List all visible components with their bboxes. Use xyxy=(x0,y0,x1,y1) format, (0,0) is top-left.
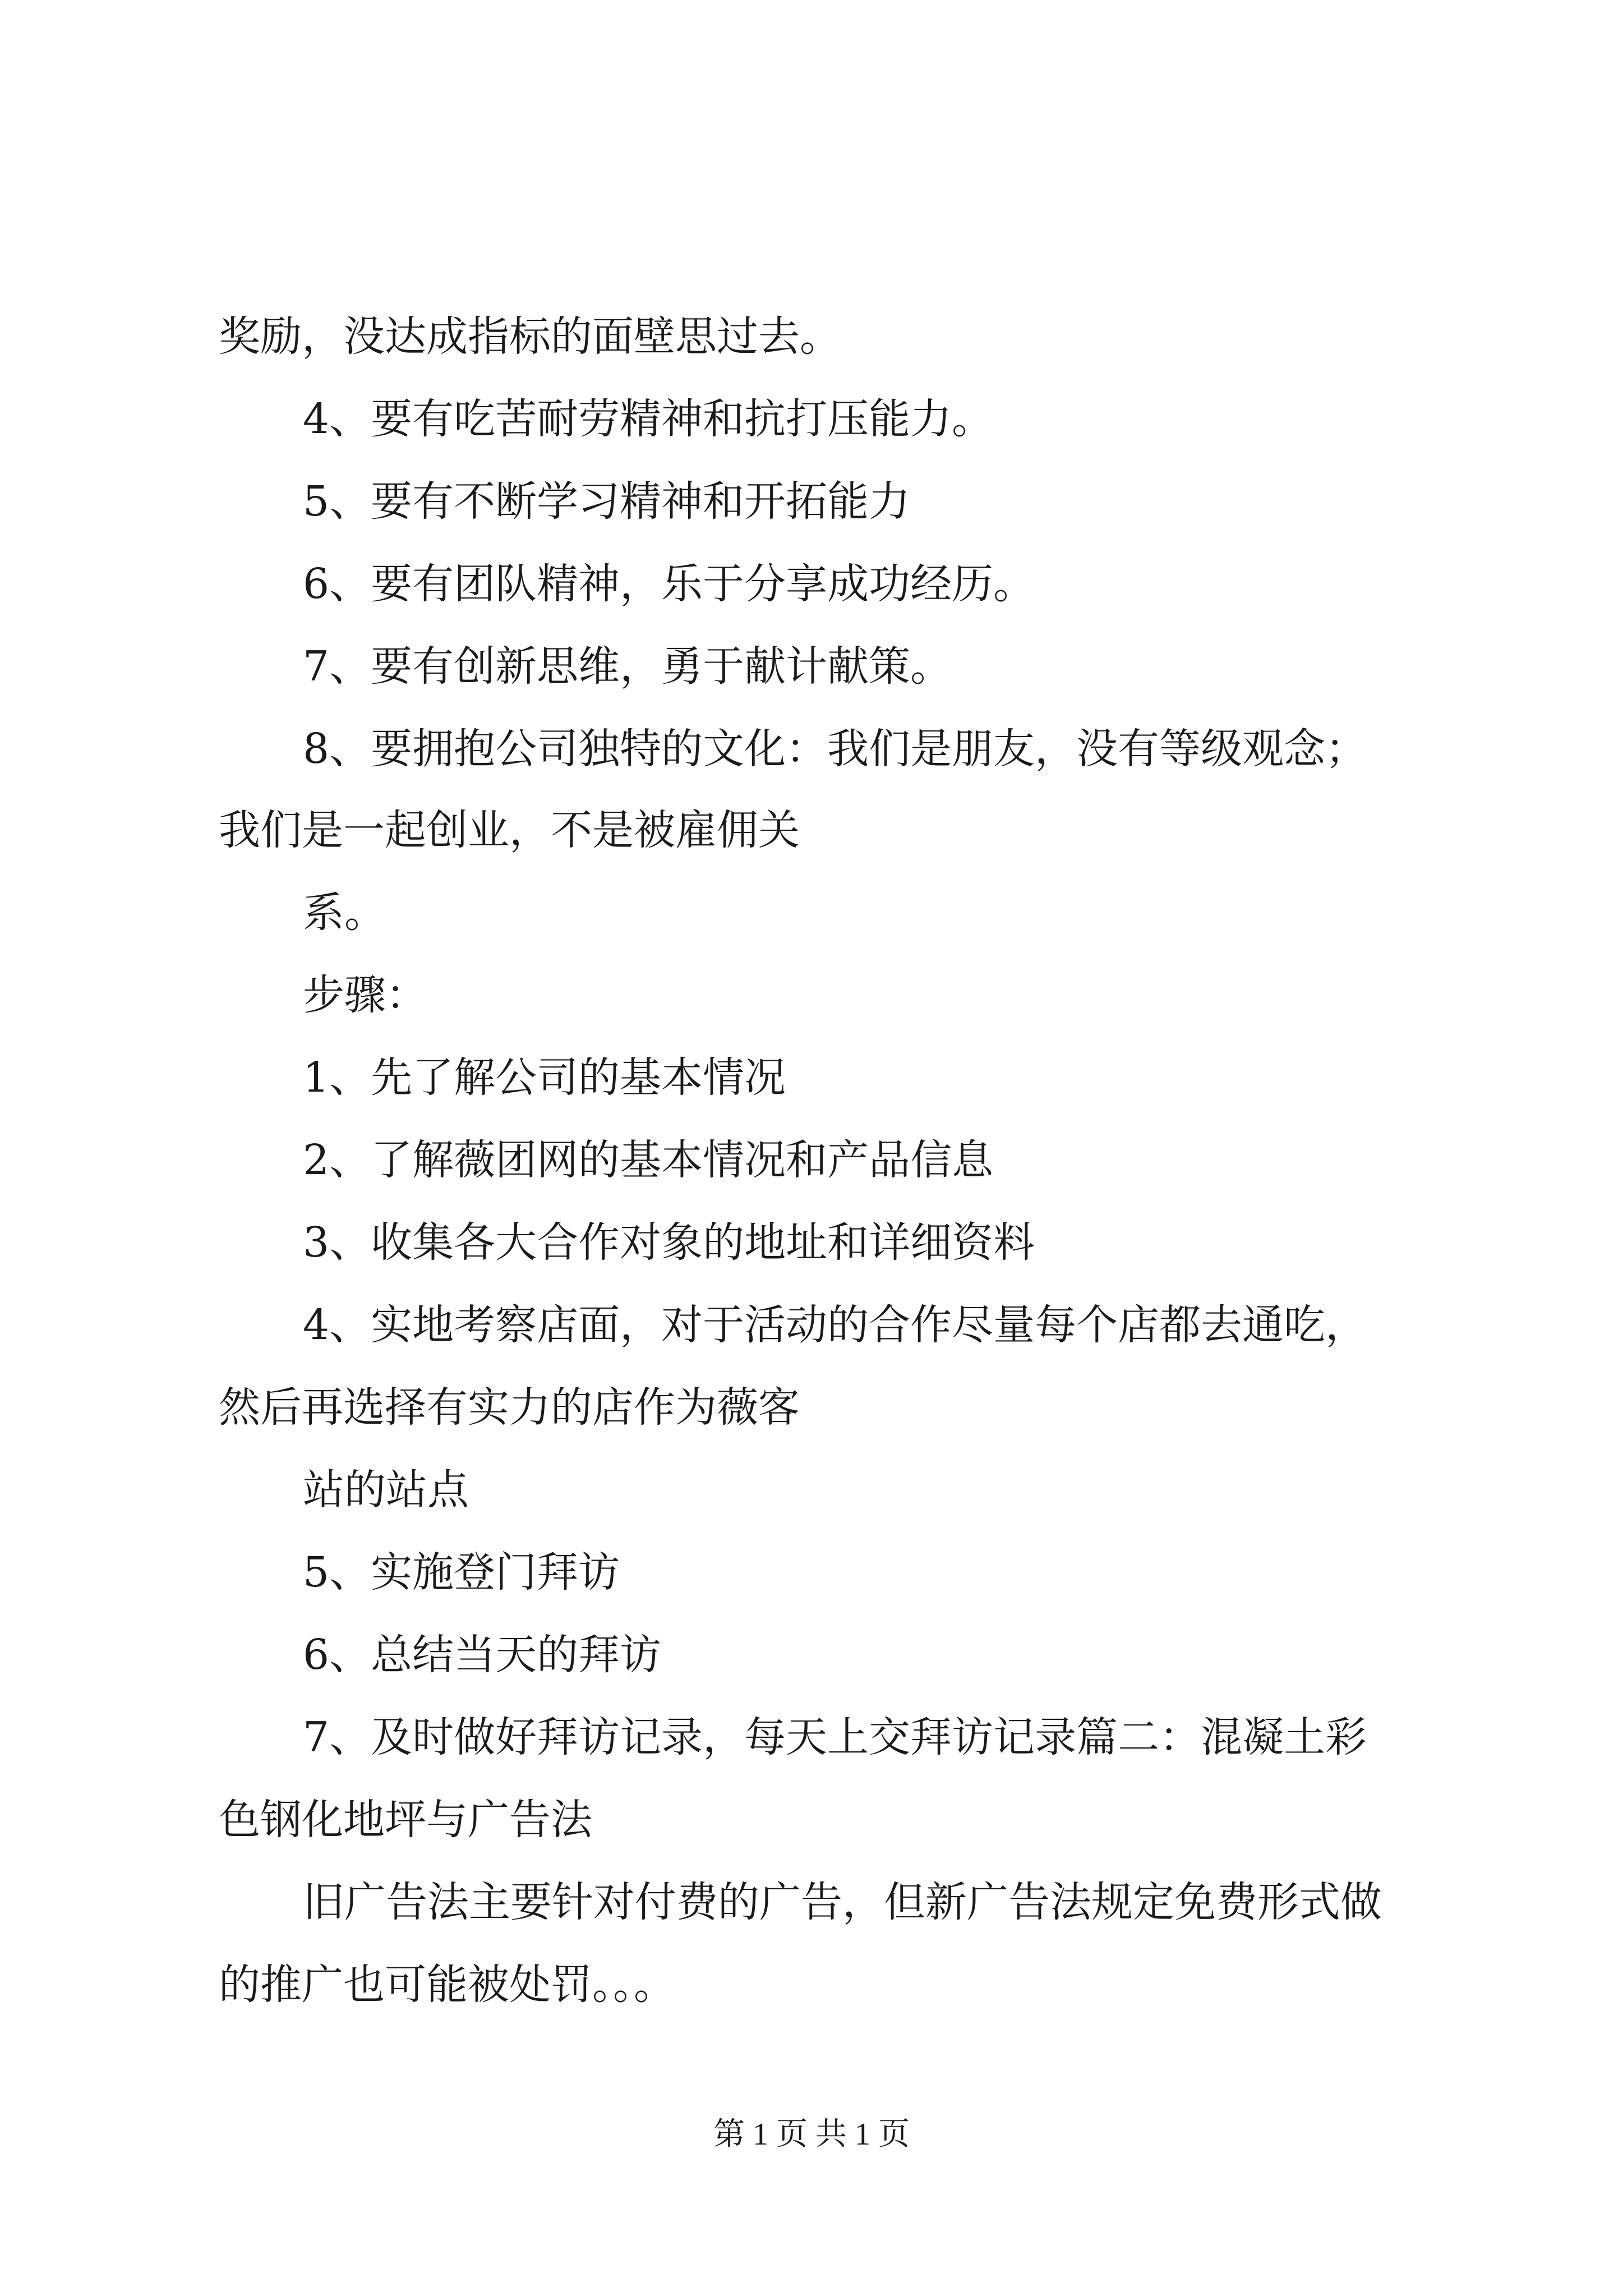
text-line: 7、及时做好拜访记录，每天上交拜访记录篇二：混凝土彩 xyxy=(303,1713,1367,1761)
text-line: 1、先了解公司的基本情况 xyxy=(303,1053,786,1102)
text-line: 步骤： xyxy=(303,971,427,1019)
text-line: 6、要有团队精神，乐于分享成功经历。 xyxy=(303,560,1035,608)
text-line: 6、总结当天的拜访 xyxy=(303,1631,662,1679)
text-line: 系。 xyxy=(303,889,386,937)
text-line: 的推广也可能被处罚。。。 xyxy=(219,1961,675,2009)
text-line: 7、要有创新思维，勇于献计献策。 xyxy=(303,642,952,691)
text-line: 4、要有吃苦耐劳精神和抗打压能力。 xyxy=(303,395,994,443)
text-line: 旧广告法主要针对付费的广告，但新广告法规定免费形式做 xyxy=(303,1878,1382,1926)
text-line: 4、实地考察店面，对于活动的合作尽量每个店都去通吃， xyxy=(303,1301,1367,1349)
text-line: 我们是一起创业，不是被雇佣关 xyxy=(219,806,800,854)
text-line: 5、要有不断学习精神和开拓能力 xyxy=(303,477,911,526)
text-line: 然后再选择有实力的店作为薇客 xyxy=(219,1383,800,1432)
text-line: 站的站点 xyxy=(303,1466,469,1514)
text-line: 色钢化地坪与广告法 xyxy=(219,1796,592,1844)
text-line: 8、要拥抱公司独特的文化：我们是朋友，没有等级观念； xyxy=(303,725,1367,773)
text-line: 奖励，没达成指标的面壁思过去。 xyxy=(219,312,841,361)
text-line: 2、了解薇团网的基本情况和产品信息 xyxy=(303,1136,994,1184)
text-line: 5、实施登门拜访 xyxy=(303,1548,620,1596)
page-footer: 第 1 页 共 1 页 xyxy=(713,2117,910,2152)
text-line: 3、收集各大合作对象的地址和详细资料 xyxy=(303,1218,1035,1267)
